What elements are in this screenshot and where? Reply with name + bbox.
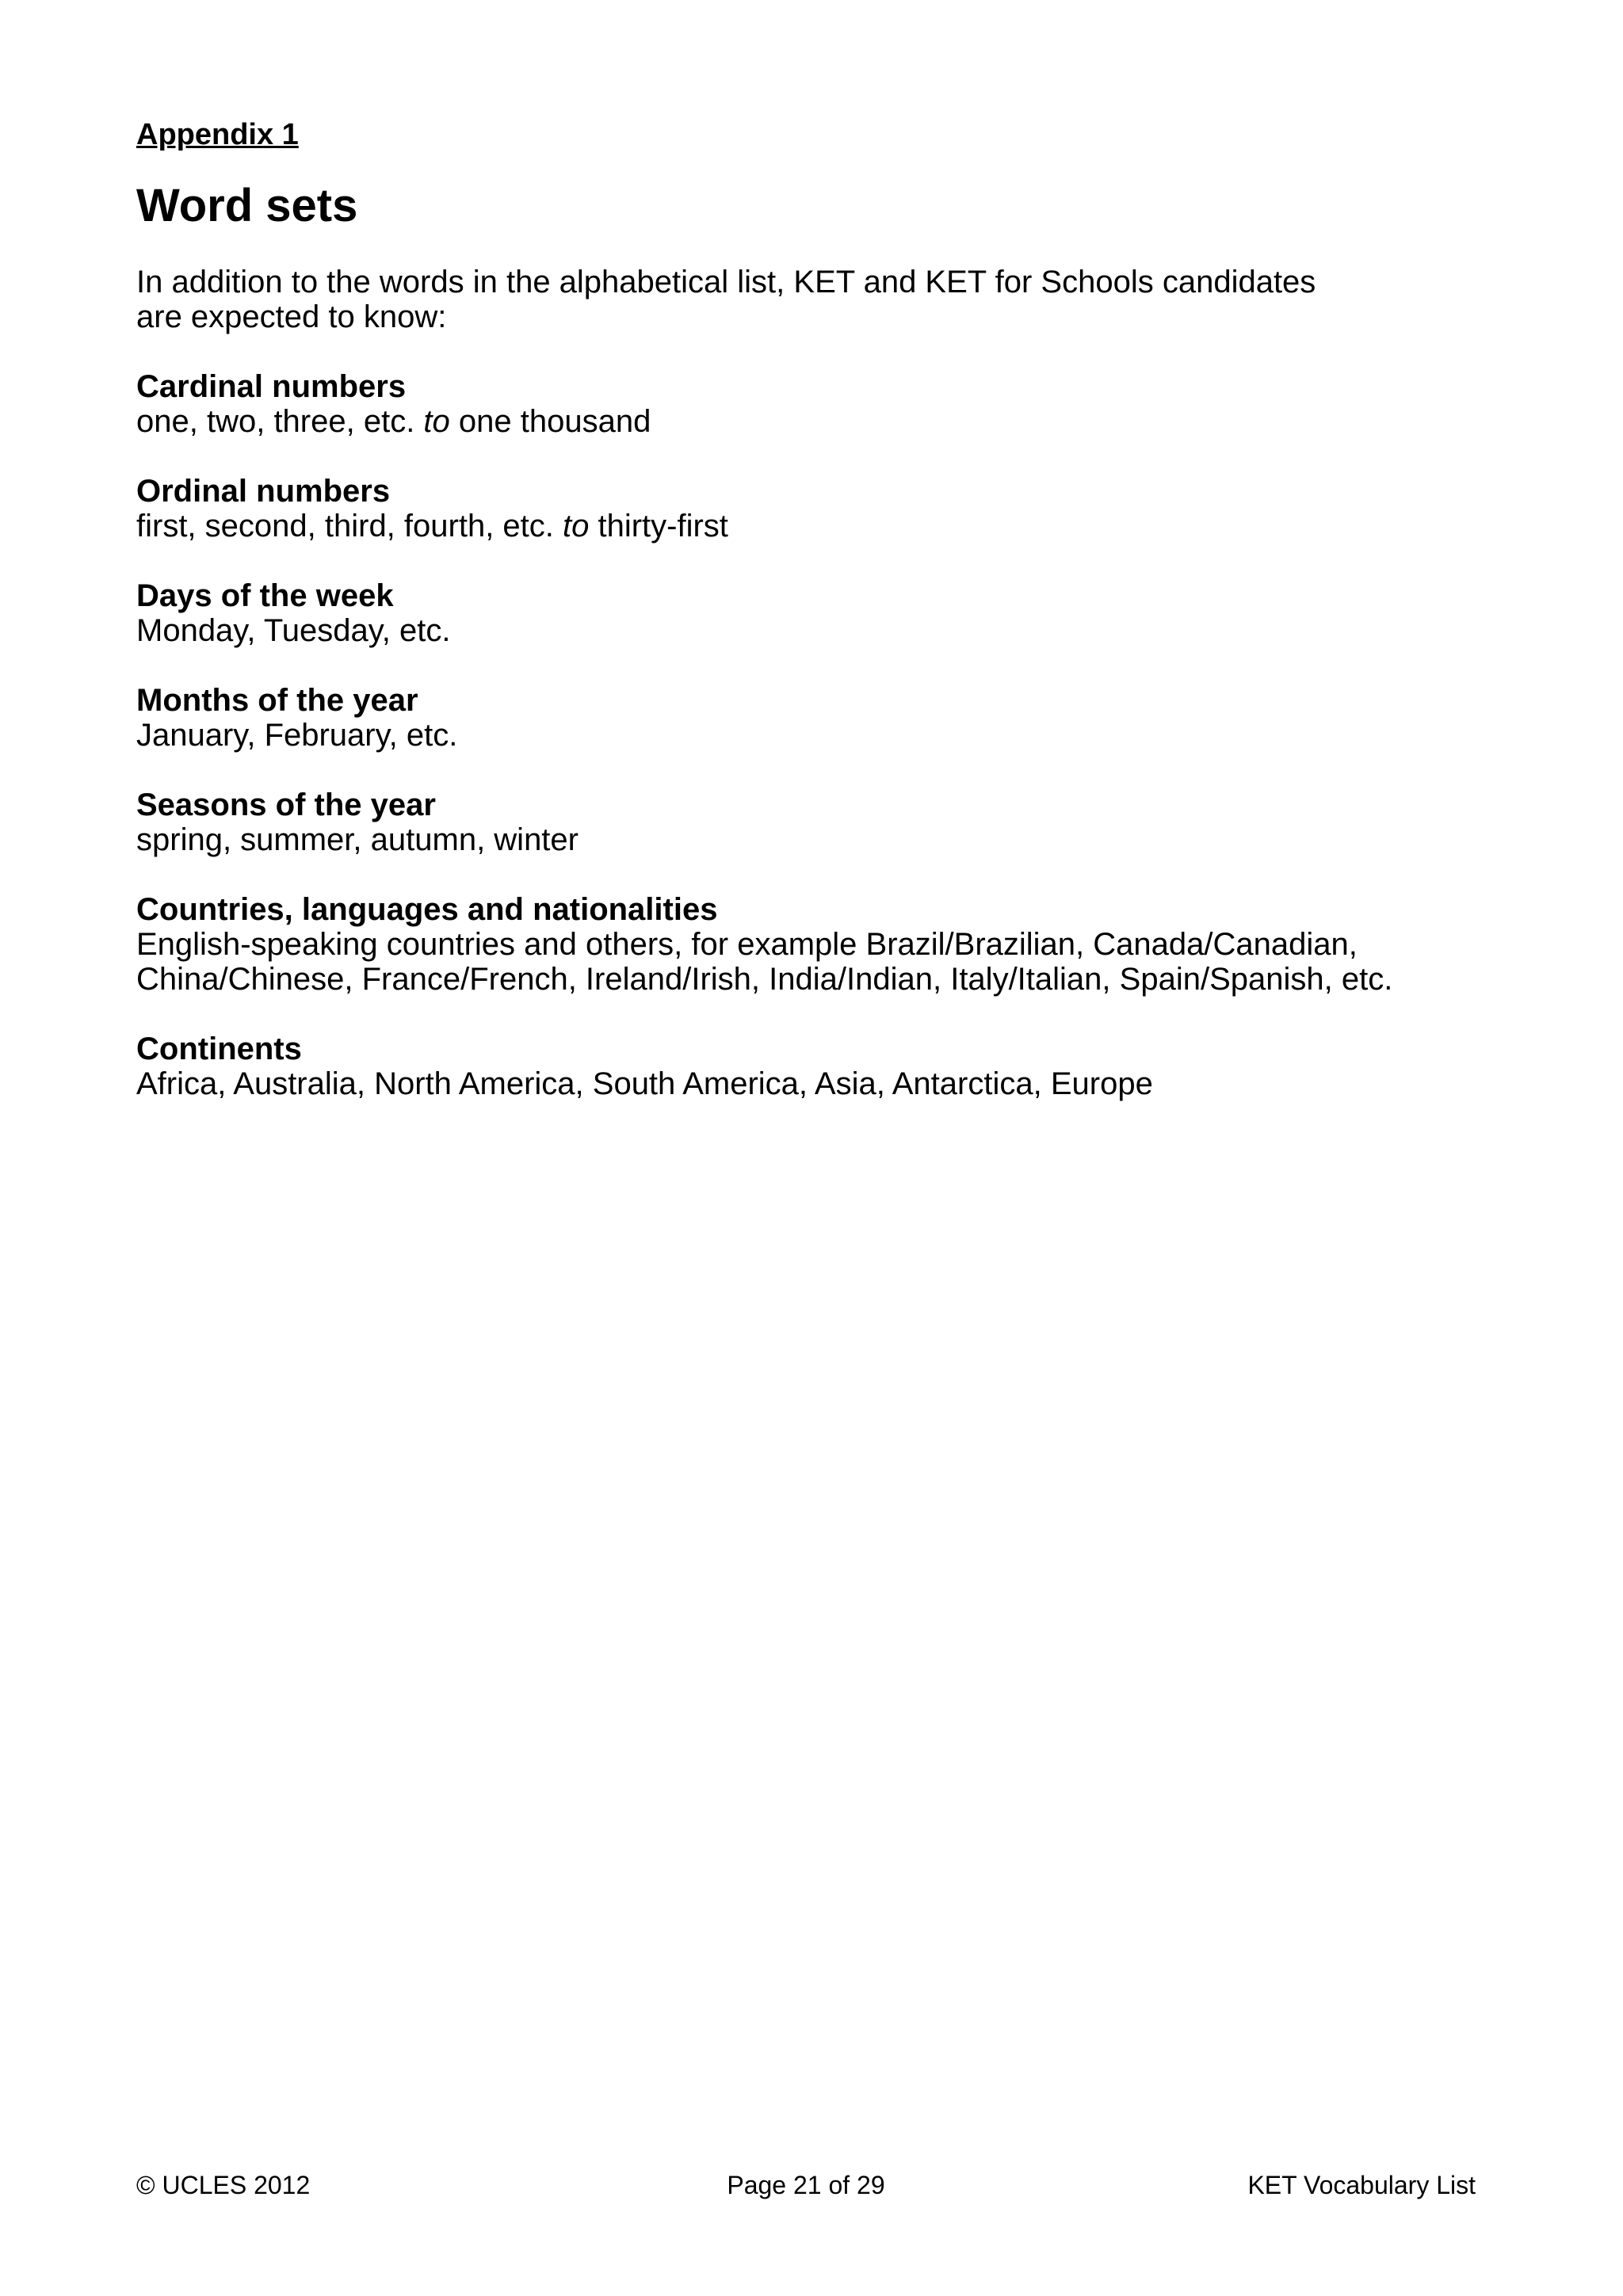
section-months-of-year xyxy=(136,683,1499,753)
section-heading: Months of the year xyxy=(136,683,418,718)
footer-page-number: Page 21 of 29 xyxy=(727,2171,885,2199)
text-line-2: China/Chinese, France/French, Ireland/Irish, India/Indian, Italy/Italian, Spain/Spanish, etc. xyxy=(136,962,1393,997)
section-text xyxy=(136,927,1499,997)
italic-segment: to xyxy=(563,509,590,543)
text-segment: thirty-first xyxy=(589,509,728,543)
section-text xyxy=(136,404,1499,439)
section-text: Monday, Tuesday, etc. xyxy=(136,613,451,648)
section-text xyxy=(136,509,1499,543)
section-seasons-of-year xyxy=(136,788,1499,857)
section-heading: Seasons of the year xyxy=(136,788,436,822)
page-content xyxy=(136,113,1499,1101)
text-segment: one thousand xyxy=(449,404,651,439)
footer-document-name: KET Vocabulary List xyxy=(1247,2171,1476,2199)
section-cardinal-numbers xyxy=(136,369,1499,439)
page-footer xyxy=(136,2169,1476,2201)
italic-segment: to xyxy=(423,404,450,439)
section-days-of-week xyxy=(136,578,1499,648)
section-continents xyxy=(136,1032,1499,1101)
section-text: spring, summer, autumn, winter xyxy=(136,822,579,857)
section-ordinal-numbers xyxy=(136,474,1499,543)
section-countries-languages xyxy=(136,892,1499,997)
intro-line-2: are expected to know: xyxy=(136,299,447,334)
text-line-1: English-speaking countries and others, for example Brazil/Brazilian, Canada/Canadian, xyxy=(136,927,1358,962)
section-heading: Countries, languages and nationalities xyxy=(136,892,718,927)
appendix-label: Appendix 1 xyxy=(136,118,299,151)
section-text: January, February, etc. xyxy=(136,718,458,753)
text-segment: first, second, third, fourth, etc. xyxy=(136,509,563,543)
section-heading: Cardinal numbers xyxy=(136,369,407,404)
intro-line-1: In addition to the words in the alphabetical list, KET and KET for Schools candidates xyxy=(136,265,1316,299)
text-segment: one, two, three, etc. xyxy=(136,404,424,439)
section-heading: Continents xyxy=(136,1032,302,1066)
footer-copyright: © UCLES 2012 xyxy=(136,2171,311,2199)
intro-paragraph xyxy=(136,265,1499,334)
section-text: Africa, Australia, North America, South America, Asia, Antarctica, Europe xyxy=(136,1066,1153,1101)
section-heading: Days of the week xyxy=(136,578,394,613)
section-heading: Ordinal numbers xyxy=(136,474,391,509)
page-title: Word sets xyxy=(136,180,358,231)
